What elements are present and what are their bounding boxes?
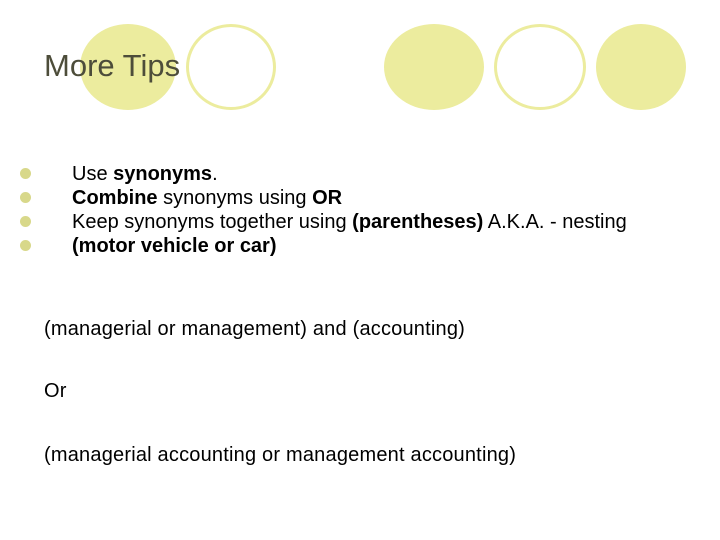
bullet-text: OR (312, 187, 343, 209)
bullet-dot-icon (20, 192, 31, 203)
bullet-text: (motor vehicle or car) (72, 235, 277, 257)
bullet-text: A.K.A. - nesting (483, 211, 627, 233)
bullet-item (20, 234, 660, 258)
bullet-item (20, 162, 660, 186)
slide-title: More Tips (44, 48, 181, 83)
decorative-circle-2 (384, 24, 484, 110)
bullet-text: Keep synonyms together using (72, 211, 353, 233)
search-example-2: (managerial accounting or management accounting) (44, 444, 517, 466)
bullet-list (20, 162, 660, 258)
bullet-dot-icon (20, 240, 31, 251)
or-text: Or (44, 380, 67, 402)
bullet-text: synonyms using (157, 187, 313, 209)
decorative-ring-1 (186, 24, 276, 110)
bullet-text: Use (72, 163, 114, 185)
bullet-text: . (212, 163, 218, 185)
decorative-ring-2 (494, 24, 586, 110)
bullet-text: (parentheses) (352, 211, 484, 233)
decorative-circle-3 (596, 24, 686, 110)
bullet-dot-icon (20, 168, 31, 179)
search-example-1: (managerial or management) and (accounting) (44, 318, 466, 340)
bullet-dot-icon (20, 216, 31, 227)
bullet-item (20, 210, 660, 234)
bullet-item (20, 186, 660, 210)
bullet-text: synonyms (113, 163, 213, 185)
bullet-text: Combine (72, 187, 158, 209)
